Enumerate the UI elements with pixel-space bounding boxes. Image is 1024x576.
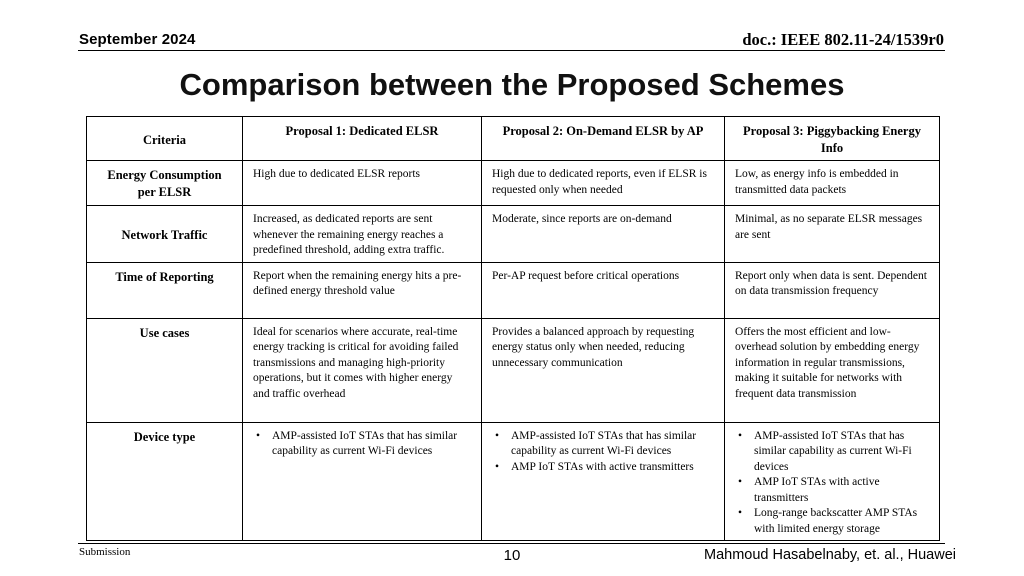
cell-proposal-1: Report when the remaining energy hits a pre-defined energy threshold value [243,262,482,318]
row-header-device-type: Device type [87,422,243,541]
cell-proposal-1 [243,422,482,541]
list-item: • AMP-assisted IoT STAs that has similar capability as current Wi-Fi devices [735,429,929,476]
header-divider [78,50,945,51]
row-header-use-cases: Use cases [87,318,243,422]
list-item: • Long-range backscatter AMP STAs with limited energy storage [735,506,929,537]
list-item: • AMP-assisted IoT STAs that has similar capability as current Wi-Fi devices [492,429,714,460]
device-list-proposal-1 [253,429,471,460]
table-header-row [87,117,940,161]
cell-proposal-2: High due to dedicated reports, even if ELSR is requested only when needed [482,161,725,206]
header-date: September 2024 [79,31,196,48]
row-header-time-of-reporting: Time of Reporting [87,262,243,318]
cell-proposal-2: Per-AP request before critical operations [482,262,725,318]
table-row-time-of-reporting [87,262,940,318]
column-header-proposal-3: Proposal 3: Piggybacking Energy Info [725,117,940,161]
column-header-criteria: Criteria [87,117,243,161]
header-doc-id: doc.: IEEE 802.11-24/1539r0 [742,30,944,49]
footer-author: Mahmoud Hasabelnaby, et. al., Huawei [703,547,956,563]
list-item: • AMP IoT STAs with active transmitters [735,475,929,506]
cell-proposal-3: Low, as energy info is embedded in transmitted data packets [725,161,940,206]
column-header-proposal-2: Proposal 2: On-Demand ELSR by AP [482,117,725,161]
cell-proposal-1: Ideal for scenarios where accurate, real-time energy tracking is critical for avoiding failed transmissions and managing high-priority operations, but it comes with higher energy and traffic overhead [243,318,482,422]
slide-title: Comparison between the Proposed Schemes [179,67,845,102]
device-list-proposal-2 [492,429,714,476]
comparison-table [86,116,940,541]
cell-proposal-3: Report only when data is sent. Dependent on data transmission frequency [725,262,940,318]
row-header-energy-consumption: Energy Consumption per ELSR [87,161,243,206]
page-number: 10 [503,547,521,564]
footer-submission: Submission [79,546,131,558]
row-header-network-traffic: Network Traffic [87,206,243,263]
table-row-energy-consumption [87,161,940,206]
cell-proposal-1: Increased, as dedicated reports are sent whenever the remaining energy reaches a predefined threshold, adding extra traffic. [243,206,482,263]
device-list-proposal-3 [735,429,929,538]
cell-proposal-2 [482,422,725,541]
table-row-device-type [87,422,940,541]
table-row-use-cases [87,318,940,422]
cell-proposal-2: Provides a balanced approach by requesting energy status only when needed, reducing unnecessary communication [482,318,725,422]
cell-proposal-1: High due to dedicated ELSR reports [243,161,482,206]
table-row-network-traffic [87,206,940,263]
footer-divider [78,543,945,544]
list-item: • AMP IoT STAs with active transmitters [492,460,714,476]
cell-proposal-3: Offers the most efficient and low-overhead solution by embedding energy information in regular transmissions, making it suitable for networks with frequent data transmission [725,318,940,422]
column-header-proposal-1: Proposal 1: Dedicated ELSR [243,117,482,161]
cell-proposal-2: Moderate, since reports are on-demand [482,206,725,263]
cell-proposal-3: Minimal, as no separate ELSR messages are sent [725,206,940,263]
list-item: • AMP-assisted IoT STAs that has similar capability as current Wi-Fi devices [253,429,471,460]
cell-proposal-3 [725,422,940,541]
